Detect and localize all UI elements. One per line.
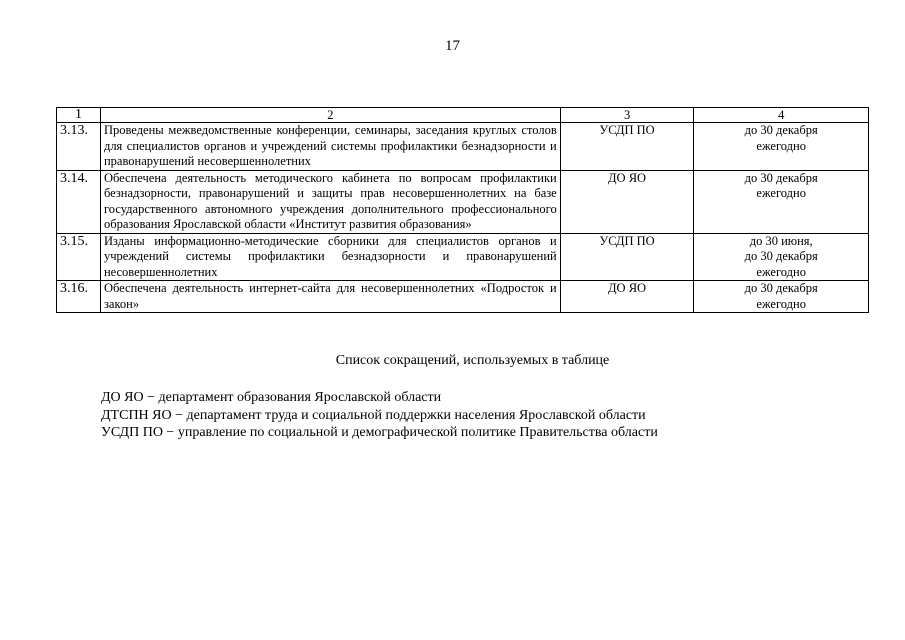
header-col-2: 2 bbox=[100, 108, 560, 123]
row-deadline: до 30 декабря ежегодно bbox=[694, 170, 869, 233]
abbreviations-list bbox=[101, 389, 658, 442]
table-header-row bbox=[57, 108, 869, 123]
abbreviations-title: Список сокращений, используемых в таблице bbox=[335, 353, 610, 368]
table-row bbox=[57, 233, 869, 281]
abbreviation-item: ДО ЯО − департамент образования Ярославской области bbox=[101, 390, 442, 405]
row-responsible: УСДП ПО bbox=[560, 233, 694, 281]
row-deadline: до 30 декабря ежегодно bbox=[694, 281, 869, 313]
row-number: 3.14. bbox=[57, 170, 101, 233]
row-deadline: до 30 июня, до 30 декабря ежегодно bbox=[694, 233, 869, 281]
table-row bbox=[57, 123, 869, 171]
measures-table bbox=[56, 107, 869, 313]
row-responsible: ДО ЯО bbox=[560, 281, 694, 313]
row-deadline: до 30 декабря ежегодно bbox=[694, 123, 869, 171]
row-number: 3.16. bbox=[57, 281, 101, 313]
row-responsible: УСДП ПО bbox=[560, 123, 694, 171]
abbreviation-item: ДТСПН ЯО − департамент труда и социальной поддержки населения Ярославской области bbox=[101, 407, 646, 423]
header-col-3: 3 bbox=[560, 108, 694, 123]
row-responsible: ДО ЯО bbox=[560, 170, 694, 233]
row-description: Обеспечена деятельность методического кабинета по вопросам профилактики безнадзорности, правонарушений и защиты прав несовершеннолетних на базе государственного автономного учреждения дополнительного профессионального образования Ярославской области «Институт развития образования» bbox=[100, 170, 560, 233]
row-number: 3.15. bbox=[57, 233, 101, 281]
abbreviation-item: УСДП ПО − управление по социальной и демографической политике Правительства области bbox=[101, 425, 658, 440]
row-description: Обеспечена деятельность интернет-сайта для несовершеннолетних «Подросток и закон» bbox=[100, 281, 560, 313]
table-row bbox=[57, 281, 869, 313]
row-number: 3.13. bbox=[57, 123, 101, 171]
header-col-1: 1 bbox=[57, 108, 101, 123]
page-number: 17 bbox=[445, 38, 460, 54]
header-col-4: 4 bbox=[694, 108, 869, 123]
table-row bbox=[57, 170, 869, 233]
row-description: Проведены межведомственные конференции, семинары, заседания круглых столов для специалистов органов и учреждений системы профилактики безнадзорности и правонарушений несовершеннолетних bbox=[100, 123, 560, 171]
row-description: Изданы информационно-методические сборники для специалистов органов и учреждений системы профилактики безнадзорности и правонарушений несовершеннолетних bbox=[100, 233, 560, 281]
